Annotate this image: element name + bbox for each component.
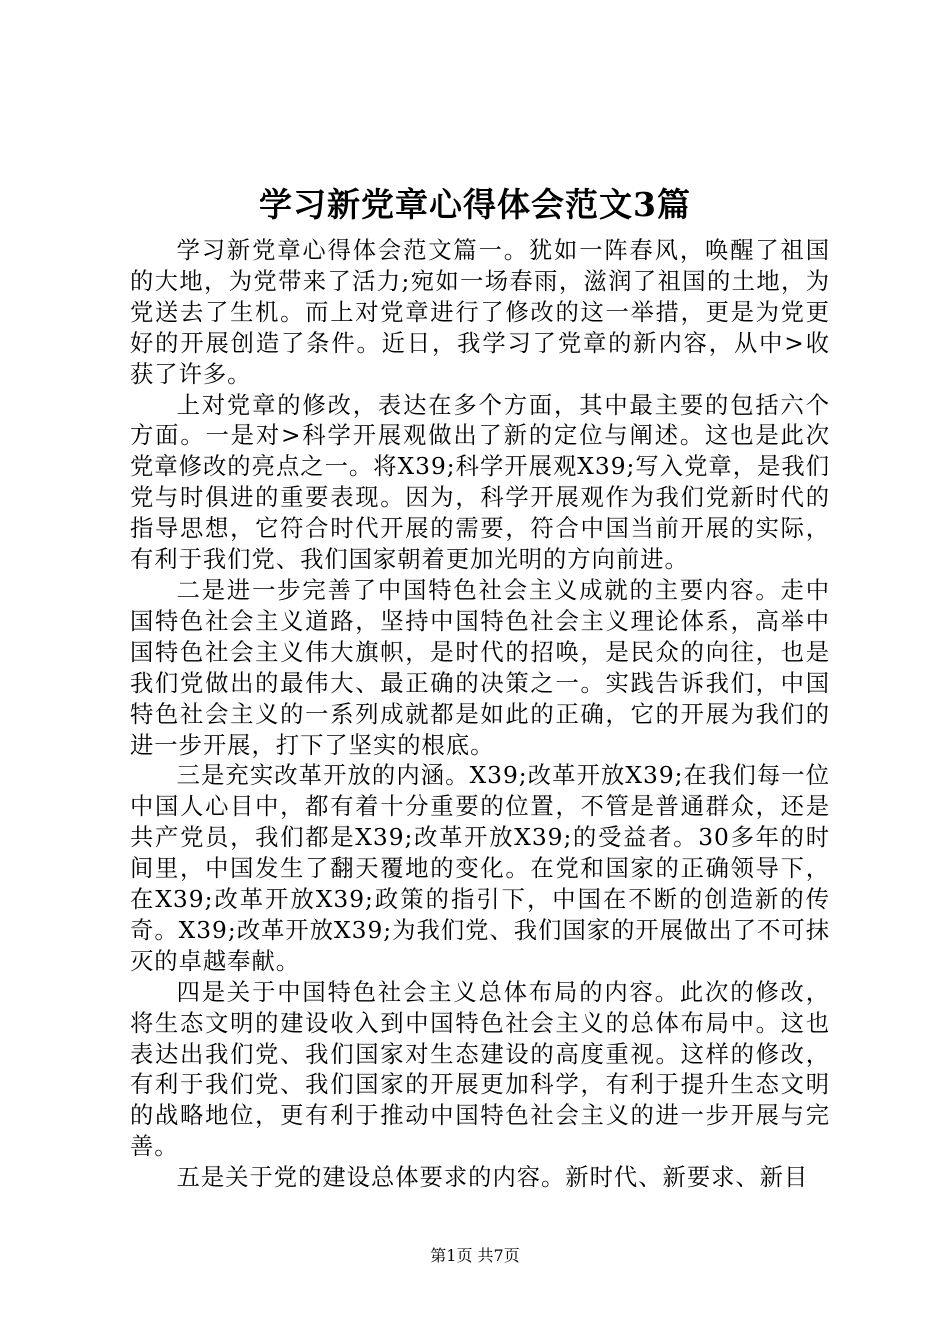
document-title: 学习新党章心得体会范文3篇	[259, 185, 691, 224]
document-body	[130, 236, 830, 1194]
paragraph: 五是关于党的建设总体要求的内容。新时代、新要求、新目	[176, 1164, 809, 1192]
paragraph: 上对党章的修改，表达在多个方面，其中最主要的包括六个方面。一是对>科学开展观做出了新的定位与阐述。这也是此次党章修改的亮点之一。将X39;科学开展观X39;写入党章，是我们党与时俱进的重要表现。因为，科学开展观作为我们党新时代的指导思想，它符合时代开展的需要，符合中国当前开展的实际，有利于我们党、我们国家朝着更加光明的方向前进。	[130, 391, 830, 574]
paragraph: 二是进一步完善了中国特色社会主义成就的主要内容。走中国特色社会主义道路，坚持中国特色社会主义理论体系，高举中国特色社会主义伟大旗帜，是时代的招唤，是民众的向往，也是我们党做出的最伟大、最正确的决策之一。实践告诉我们，中国特色社会主义的一系列成就都是如此的正确，它的开展为我们的进一步开展，打下了坚实的根底。	[130, 576, 830, 759]
paragraph: 四是关于中国特色社会主义总体布局的内容。此次的修改，将生态文明的建设收入到中国特色社会主义的总体布局中。这也表达出我们党、我们国家对生态建设的高度重视。这样的修改，有利于我们党、我们国家的开展更加科学，有利于提升生态文明的战略地位，更有利于推动中国特色社会主义的进一步开展与完善。	[130, 978, 830, 1161]
page-footer	[0, 1245, 950, 1267]
paragraph: 学习新党章心得体会范文篇一。犹如一阵春风，唤醒了祖国的大地，为党带来了活力;宛如一场春雨，滋润了祖国的土地，为党送去了生机。而上对党章进行了修改的这一举措，更是为党更好的开展创造了条件。近日，我学习了党章的新内容，从中>收获了许多。	[130, 237, 830, 388]
paragraph: 三是充实改革开放的内涵。X39;改革开放X39;在我们每一位中国人心目中，都有着十分重要的位置，不管是普通群众，还是共产党员，我们都是X39;改革开放X39;的受益者。30多年的时间里，中国发生了翻天覆地的变化。在党和国家的正确领导下，在X39;改革开放X39;政策的指引下，中国在不断的创造新的传奇。X39;改革开放X39;为我们党、我们国家的开展做出了不可抹灭的卓越奉献。	[130, 762, 830, 975]
page-number: 第1页 共7页	[430, 1246, 520, 1265]
